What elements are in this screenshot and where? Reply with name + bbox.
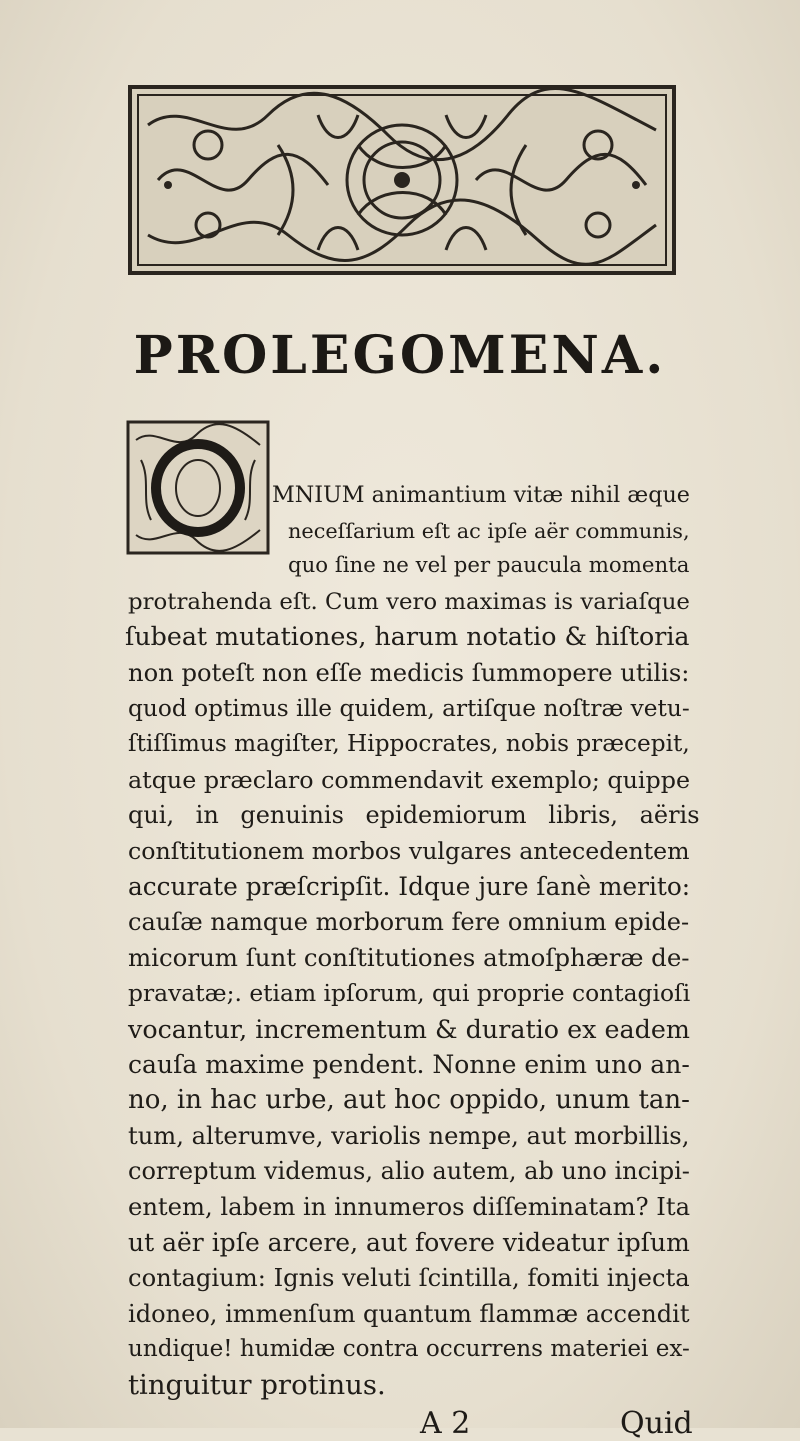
text-line: atque præclaro commendavit exemplo; quippe [128, 765, 691, 794]
text-line: no, in hac urbe, aut hoc oppido, unum tan- [128, 1085, 690, 1116]
text-line: correptum videmus, alio autem, ab uno incipi- [128, 1157, 690, 1186]
text-line: ſubeat mutationes, harum notatio & hiſtoria [125, 622, 690, 652]
text-line: quo ſine ne vel per paucula momenta [288, 553, 690, 579]
text-line: entem, labem in innumeros diſſeminatam? Ita [128, 1193, 691, 1221]
text-line: ut aër ipſe arcere, aut fovere videatur ipſum [128, 1227, 690, 1257]
text-line: cauſa maxime pendent. Nonne enim uno an- [128, 1049, 690, 1079]
text-line: protrahenda eſt. Cum vero maximas is variaſque [128, 588, 690, 615]
text-line: cauſæ namque morborum fere omnium epide- [128, 908, 690, 937]
text-line: vocantur, incrementum & duratio ex eadem [128, 1014, 690, 1044]
text-line: accurate præſcripſit. Idque jure ſanè merito: [128, 871, 691, 901]
page-title: PROLEGOMENA. [133, 325, 667, 386]
text-line: MNIUM animantium vitæ nihil æque [272, 482, 690, 508]
text-line: neceſſarium eſt ac ipſe aër communis, [288, 518, 690, 543]
signature-mark: A 2 [420, 1405, 471, 1441]
text-line: pravatæ;. etiam ipſorum, qui proprie contagioſi [128, 979, 691, 1008]
catchword: Quid [620, 1405, 693, 1441]
text-line: contagium: Ignis veluti ſcintilla, fomiti injecta [128, 1264, 690, 1293]
text-line: conſtitutionem morbos vulgares antecedentem [128, 837, 690, 865]
text-line: non poteſt non eſſe medicis ſummopere utilis: [128, 659, 690, 687]
text-line: tum, alterumve, variolis nempe, aut morbillis, [128, 1121, 690, 1150]
text-line: idoneo, immenſum quantum flammæ accendit [128, 1299, 690, 1328]
text-line: tinguitur protinus. [128, 1369, 386, 1401]
text-line: micorum ſunt conſtitutiones atmoſphæræ de- [128, 942, 690, 972]
text-line: ſtiſſimus magiſter, Hippocrates, nobis præcepit, [128, 730, 690, 758]
text-line: undique! humidæ contra occurrens materiei ex- [128, 1336, 690, 1363]
text-line: quod optimus ille quidem, artiſque noſtræ vetu- [128, 694, 690, 722]
text-line: qui, in genuinis epidemiorum libris, aëris [128, 801, 700, 830]
